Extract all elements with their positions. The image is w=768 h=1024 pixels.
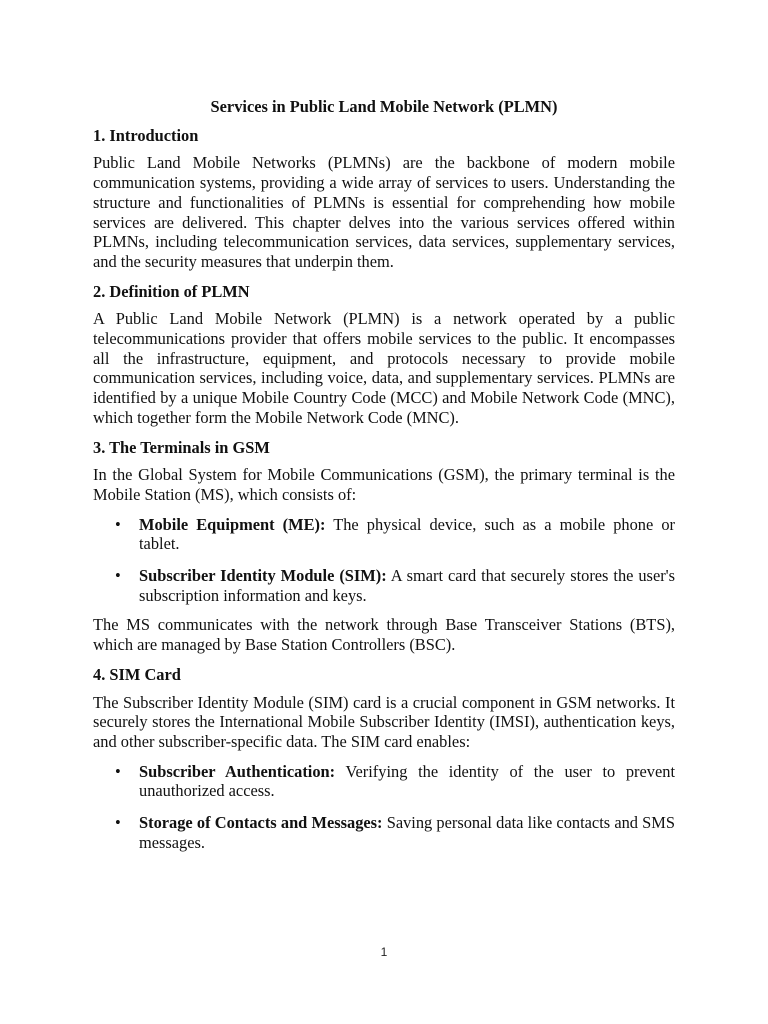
- section-heading-definition: 2. Definition of PLMN: [93, 281, 250, 301]
- bullet-icon: •: [115, 514, 121, 534]
- bullet-text: A smart card that securely stores the user's subscription information and keys.: [139, 566, 676, 605]
- sim-card-bullet-list: [93, 762, 675, 853]
- bullet-term: Mobile Equipment (ME):: [139, 514, 326, 534]
- sim-card-paragraph: The Subscriber Identity Module (SIM) card is a crucial component in GSM networks. It securely stores the International Mobile Subscriber Identity (IMSI), authentication keys, and other subscriber-specific data. The SIM card enables:: [93, 692, 675, 751]
- bullet-text: Saving personal data like contacts and SMS messages.: [139, 813, 675, 852]
- document-title: Services in Public Land Mobile Network (PLMN): [210, 97, 558, 116]
- terminals-paragraph: In the Global System for Mobile Communications (GSM), the primary terminal is the Mobile Station (MS), which consists of:: [93, 465, 675, 504]
- bullet-text: Verifying the identity of the user to prevent unauthorized access.: [139, 761, 675, 801]
- section-heading-introduction: 1. Introduction: [93, 125, 199, 145]
- bullet-icon: •: [115, 813, 121, 833]
- definition-paragraph: A Public Land Mobile Network (PLMN) is a network operated by a public telecommunications provider that offers mobile services to the public. It encompasses all the infrastructure, equipment, and protocols necessary to provide mobile communication services, including voice, data, and supplementary services. PLMNs are identified by a unique Mobile Country Code (MCC) and Mobile Network Code (MNC), which together form the Mobile Network Code (MNC).: [93, 309, 675, 427]
- bullet-term: Subscriber Authentication:: [139, 761, 336, 781]
- terminals-paragraph-2: The MS communicates with the network through Base Transceiver Stations (BTS), which are managed by Base Station Controllers (BSC).: [93, 615, 675, 655]
- list-item: [93, 566, 675, 605]
- document-page: [93, 97, 675, 863]
- bullet-term: Subscriber Identity Module (SIM):: [139, 566, 387, 586]
- introduction-paragraph: Public Land Mobile Networks (PLMNs) are the backbone of modern mobile communication systems, providing a wide array of services to users. Understanding the structure and functionalities of PLMNs is essential for comprehending how mobile services are delivered. This chapter delves into the various services offered within PLMNs, including telecommunication services, data services, supplementary services, and the security measures that underpin them.: [93, 153, 675, 271]
- bullet-icon: •: [115, 566, 121, 586]
- list-item: [93, 515, 675, 554]
- bullet-icon: •: [115, 761, 121, 781]
- terminals-bullet-list: [93, 515, 675, 606]
- section-heading-terminals: 3. The Terminals in GSM: [93, 437, 270, 457]
- list-item: [93, 813, 675, 852]
- list-item: [93, 762, 675, 801]
- page-number: 1: [380, 945, 388, 959]
- bullet-term: Storage of Contacts and Messages:: [139, 813, 383, 833]
- section-heading-sim-card: 4. SIM Card: [93, 664, 181, 684]
- bullet-text: The physical device, such as a mobile phone or tablet.: [139, 514, 675, 554]
